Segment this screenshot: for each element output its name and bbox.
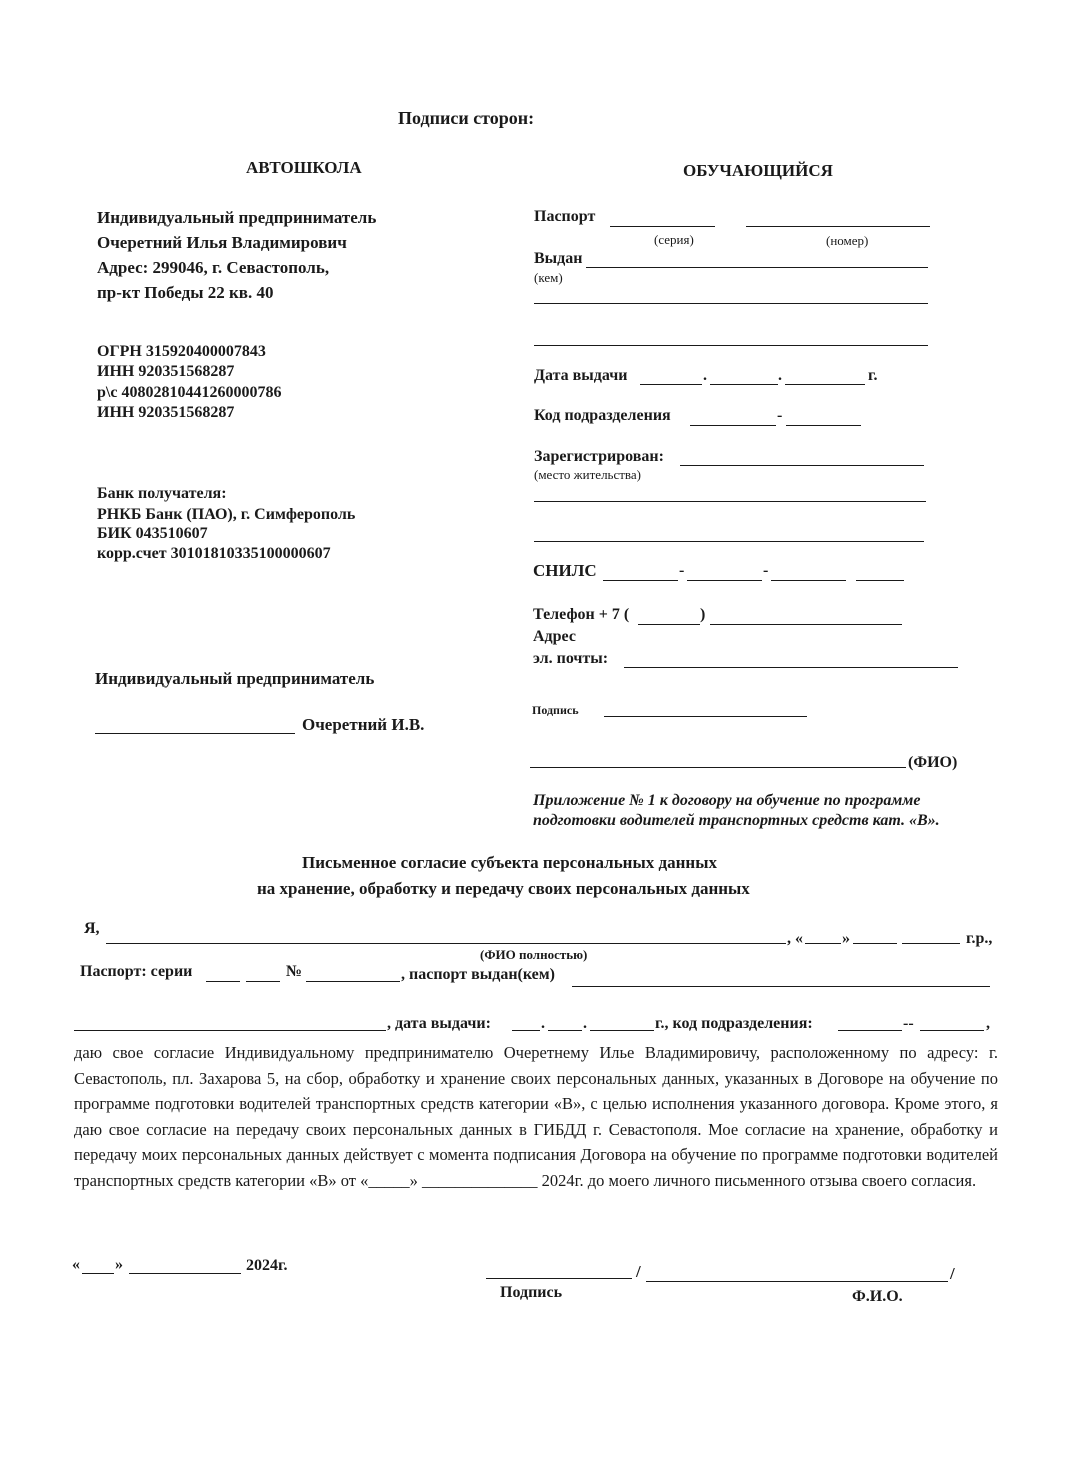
date-quote-close: »	[115, 1256, 123, 1273]
issue-year-field[interactable]	[785, 384, 865, 385]
consent-comma: ,	[986, 1015, 990, 1032]
consent-passport-number-field[interactable]	[306, 981, 400, 982]
dept-code-part2[interactable]	[786, 425, 861, 426]
dept-code-dash: -	[777, 407, 783, 424]
consent-fio-caption: (ФИО полностью)	[480, 947, 588, 962]
sign-year: 2024г.	[246, 1257, 288, 1274]
registered-field[interactable]	[680, 465, 924, 466]
phone-label: Телефон + 7 (	[533, 606, 630, 623]
school-line4: пр-кт Победы 22 кв. 40	[97, 283, 274, 302]
passport-number-field[interactable]	[746, 226, 930, 227]
consent-number-sign: №	[286, 963, 303, 980]
student-fio-field[interactable]	[530, 767, 906, 768]
birth-year-field[interactable]	[902, 943, 960, 944]
bank-label: Банк получателя:	[97, 485, 227, 502]
consent-issued-field-line2[interactable]	[74, 1030, 386, 1031]
issue-dot1: .	[703, 367, 707, 384]
issue-date-label: Дата выдачи	[534, 367, 628, 384]
snils-dash1: -	[679, 562, 685, 579]
school-signature-line[interactable]	[95, 733, 295, 734]
slash-2: /	[950, 1264, 955, 1283]
signatures-heading: Подписи сторон:	[398, 108, 535, 128]
sign-day-field[interactable]	[82, 1273, 114, 1274]
registered-field-line3[interactable]	[534, 541, 924, 542]
series-caption: (серия)	[654, 232, 694, 247]
school-inn2: ИНН 920351568287	[97, 404, 235, 421]
snils-part2[interactable]	[687, 580, 762, 581]
registered-caption: (место жительства)	[534, 467, 642, 482]
school-inn1: ИНН 920351568287	[97, 363, 235, 380]
email-label-line1: Адрес	[533, 628, 576, 645]
consent-passport-issued-label: , паспорт выдан(кем)	[401, 966, 556, 983]
school-sign-name: Очеретний И.В.	[302, 715, 425, 734]
consent-series-part2[interactable]	[246, 981, 280, 982]
consent-issue-year[interactable]	[590, 1030, 654, 1031]
school-ogrn: ОГРН 315920400007843	[97, 343, 266, 360]
email-field[interactable]	[624, 667, 958, 668]
birth-quote-open: , «	[787, 930, 803, 947]
issued-field[interactable]	[586, 267, 928, 268]
sign-month-field[interactable]	[129, 1273, 241, 1274]
final-fio-field[interactable]	[646, 1281, 948, 1282]
phone-number-field[interactable]	[710, 624, 902, 625]
date-quote-open: «	[72, 1256, 80, 1273]
snils-part3[interactable]	[771, 580, 846, 581]
dept-code-part1[interactable]	[690, 425, 776, 426]
consent-passport-issued-field[interactable]	[572, 986, 990, 987]
registered-field-line2[interactable]	[534, 501, 926, 502]
student-header: ОБУЧАЮЩИЙСЯ	[683, 161, 833, 180]
school-account: р\с 40802810441260000786	[97, 384, 282, 401]
birth-month-field[interactable]	[853, 943, 897, 944]
consent-dept-part1[interactable]	[838, 1030, 902, 1031]
issue-month-field[interactable]	[710, 384, 778, 385]
final-signature-caption: Подпись	[500, 1284, 563, 1301]
bank-bik: БИК 043510607	[97, 525, 208, 542]
snils-check[interactable]	[856, 580, 904, 581]
bank-corr: корр.счет 30101810335100000607	[97, 545, 331, 562]
consent-dept-label: г., код подразделения:	[655, 1015, 813, 1032]
number-caption: (номер)	[826, 233, 869, 248]
consent-title-line2: на хранение, обработку и передачу своих персональных данных	[257, 879, 750, 898]
school-line1: Индивидуальный предприниматель	[97, 208, 377, 227]
birth-quote-close: »	[842, 930, 850, 947]
phone-code-field[interactable]	[638, 624, 700, 625]
consent-dept-part2[interactable]	[920, 1030, 984, 1031]
issued-field-line3[interactable]	[534, 345, 928, 346]
student-passport-label: Паспорт	[534, 208, 596, 225]
birth-suffix: г.р.,	[966, 930, 993, 947]
bank-name: РНКБ Банк (ПАО), г. Симферополь	[97, 506, 356, 523]
consent-series-part1[interactable]	[206, 981, 240, 982]
passport-series-field[interactable]	[610, 226, 715, 227]
snils-label: СНИЛС	[533, 561, 597, 580]
issued-caption: (кем)	[534, 270, 563, 285]
consent-passport-label: Паспорт: серии	[80, 963, 193, 980]
registered-label: Зарегистрирован:	[534, 448, 664, 465]
consent-issue-dot1: .	[541, 1015, 545, 1032]
consent-issue-month[interactable]	[548, 1030, 582, 1031]
school-sign-title: Индивидуальный предприниматель	[95, 669, 375, 688]
school-header: АВТОШКОЛА	[246, 158, 362, 177]
school-line3: Адрес: 299046, г. Севастополь,	[97, 258, 330, 277]
school-line2: Очеретний Илья Владимирович	[97, 233, 347, 252]
issue-dot2: .	[778, 367, 782, 384]
consent-title-line1: Письменное согласие субъекта персональных данных	[302, 853, 717, 872]
consent-i-label: Я,	[84, 920, 100, 937]
final-signature-field[interactable]	[486, 1278, 632, 1279]
dept-code-label: Код подразделения	[534, 407, 671, 424]
consent-issue-date-label: , дата выдачи:	[387, 1015, 491, 1032]
issued-field-line2[interactable]	[534, 303, 928, 304]
student-signature-label: Подпись	[532, 703, 579, 717]
consent-body-text: даю свое согласие Индивидуальному предпринимателю Очеретнему Илье Владимировичу, расположенному по адресу: г. Севастополь, пл. Захарова 5, на сбор, обработку и хранение своих персональных данных, указанных в Договоре на обучение по программе подготовки водителей транспортных средств категории «В», с целью исполнения указанного договора. Кроме этого, я даю свое согласие на передачу своих персональных данных в ГИБДД г. Севастополя. Мое согласие на хранение, обработку и передачу моих персональных данных действует с момента подписания Договора на обучение по программе подготовки водителей транспортных средств категории «В» от «_____» ______________ 2024г. до моего личного письменного отзыва своего согласия.	[74, 1043, 998, 1190]
snils-dash2: -	[763, 562, 769, 579]
consent-fio-field[interactable]	[106, 943, 786, 944]
issued-label: Выдан	[534, 250, 583, 267]
email-label-line2: эл. почты:	[533, 650, 609, 667]
phone-close-paren: )	[700, 606, 706, 623]
issue-year-suffix: г.	[868, 367, 878, 384]
consent-issue-dot2: .	[583, 1015, 587, 1032]
final-fio-caption: Ф.И.О.	[852, 1288, 903, 1305]
birth-day-field[interactable]	[805, 943, 841, 944]
slash-1: /	[636, 1262, 641, 1281]
issue-day-field[interactable]	[640, 384, 702, 385]
appendix-line1: Приложение № 1 к договору на обучение по программе	[533, 792, 921, 809]
consent-dept-dash: --	[903, 1015, 914, 1032]
snils-part1[interactable]	[603, 580, 678, 581]
fio-caption: (ФИО)	[908, 754, 958, 771]
appendix-line2: подготовки водителей транспортных средств кат. «В».	[533, 812, 940, 829]
consent-issue-day[interactable]	[512, 1030, 540, 1031]
student-signature-field[interactable]	[604, 716, 807, 717]
